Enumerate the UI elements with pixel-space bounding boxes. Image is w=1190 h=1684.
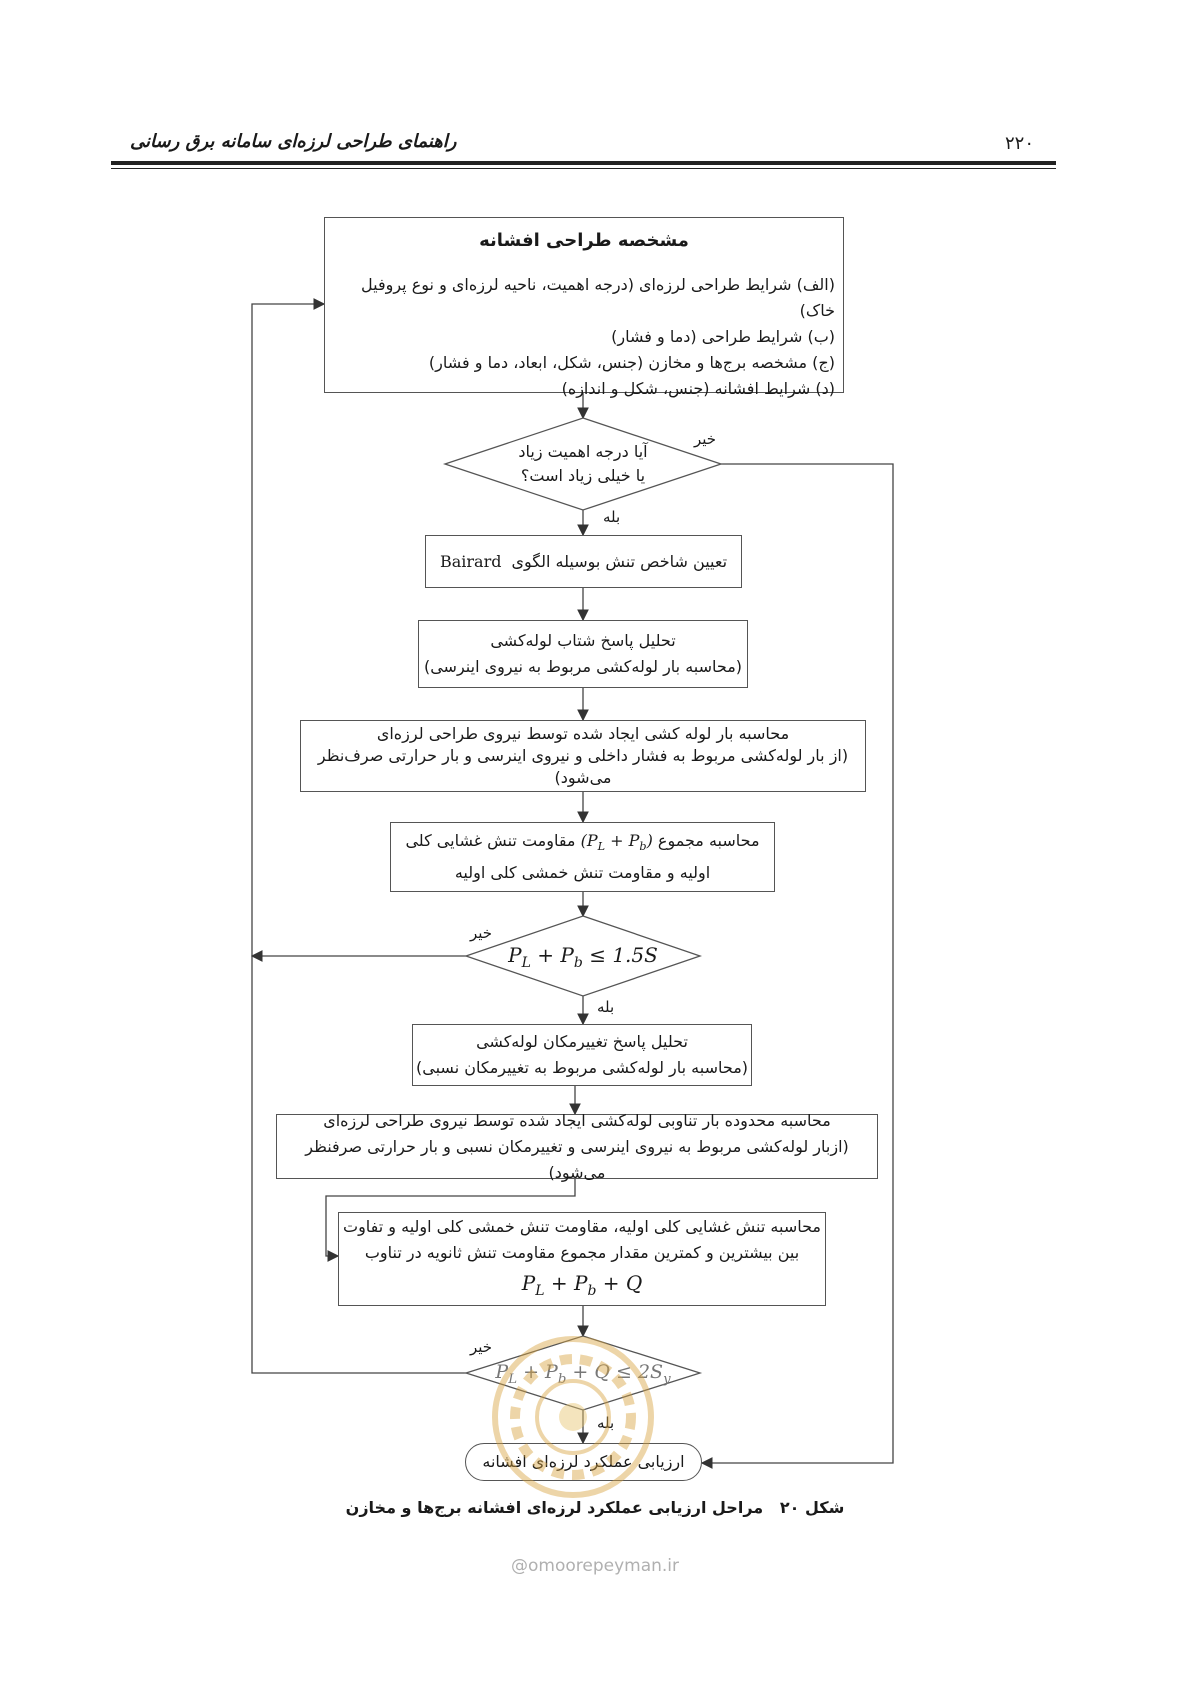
seismic-load-line2: (از بار لوله‌کشی مربوط به فشار داخلی و نیروی اینرسی و بار حرارتی صرف‌نظر bbox=[317, 746, 849, 765]
range-line2: (ازبار لوله‌کشی مربوط به نیروی اینرسی و تغییرمکان نسبی و بار حرارتی صرفنظر می‌شود) bbox=[305, 1136, 849, 1182]
arrow-decision1-no-to-terminal bbox=[702, 464, 893, 1463]
caption-text: مراحل ارزیابی عملکرد لرزه‌ای افشانه برج‌ها و مخازن bbox=[345, 1498, 764, 1517]
accel-line2: (محاسبه بار لوله‌کشی مربوط به نیروی اینرسی) bbox=[423, 657, 743, 676]
displacement-line2: (محاسبه بار لوله‌کشی مربوط به تغییرمکان نسبی) bbox=[416, 1058, 748, 1077]
decision2-no-label: خیر bbox=[470, 924, 493, 942]
spec-box bbox=[324, 217, 844, 398]
membrane-line1: محاسبه تنش غشایی کلی اولیه، مقاومت تنش خمشی کلی اولیه و تفاوت bbox=[343, 1217, 821, 1236]
sum-box bbox=[390, 822, 775, 892]
watermark-url-text: omoorepeyman.ir bbox=[527, 1556, 680, 1576]
decision1-yes-label: بله bbox=[603, 508, 621, 526]
seal-logo-icon bbox=[488, 1332, 658, 1502]
accel-box bbox=[418, 620, 748, 688]
bairard-latin: Bairard bbox=[439, 551, 502, 571]
range-box bbox=[276, 1110, 878, 1182]
sum-formula: $(P_L + P_b)$ bbox=[580, 830, 653, 854]
decision1-line2: یا خیلی زیاد است؟ bbox=[520, 466, 646, 485]
membrane-formula: $P_L + P_b + Q$ bbox=[521, 1271, 643, 1299]
spec-item-a: (الف) شرایط طراحی لرزه‌ای (درجه اهمیت، ناحیه لرزه‌ای و نوع پروفیل خاک) bbox=[361, 275, 835, 320]
watermark-url bbox=[0, 1556, 1190, 1576]
seismic-load-line3: می‌شود) bbox=[554, 768, 612, 787]
spec-item-d: (د) شرایط افشانه (جنس، شکل و اندازه) bbox=[561, 379, 835, 398]
decision1-text bbox=[483, 440, 683, 488]
spec-title: مشخصه طراحی افشانه bbox=[479, 230, 689, 251]
spec-item-c: (ج) مشخصه برج‌ها و مخازن (جنس، شکل، ابعاد، دما و فشار) bbox=[428, 353, 835, 372]
bairard-box bbox=[425, 535, 742, 588]
running-title: راهنمای طراحی لرزه‌ای سامانه برق رسانی bbox=[130, 131, 457, 152]
watermark-at-icon: @ bbox=[510, 1556, 528, 1576]
membrane-line2: بین بیشترین و کمترین مقدار مجموع مقاومت تنش ثانویه در تناوب bbox=[364, 1243, 800, 1262]
terminal-text: ارزیابی عملکرد لرزه‌ای افشانه bbox=[482, 1452, 685, 1471]
decision3-yes-label: بله bbox=[597, 1414, 615, 1432]
caption-label: شکل ۲۰ bbox=[779, 1498, 845, 1517]
displacement-line1: تحلیل پاسخ تغییرمکان لوله‌کشی bbox=[476, 1032, 688, 1051]
decision3-no-label: خیر bbox=[470, 1338, 493, 1356]
decision1-no-label: خیر bbox=[694, 430, 717, 448]
page-number: ۲۲۰ bbox=[1005, 133, 1035, 154]
decision3-formula: $P_L + P_b + Q \le 2S_y$ bbox=[495, 1361, 671, 1387]
sum-line1-before: محاسبه مجموع bbox=[657, 830, 760, 850]
decision2-formula: $P_L + P_b \le 1.5S$ bbox=[508, 943, 658, 971]
decision1-line1: آیا درجه اهمیت زیاد bbox=[518, 442, 648, 461]
decision2-yes-label: بله bbox=[597, 998, 615, 1016]
spec-item-b: (ب) شرایط طراحی (دما و فشار) bbox=[611, 327, 835, 346]
sum-line2: اولیه و مقاومت تنش خمشی کلی اولیه bbox=[454, 863, 711, 883]
seismic-load-line1: محاسبه بار لوله کشی ایجاد شده توسط نیروی طراحی لرزه‌ای bbox=[376, 724, 790, 743]
bairard-text: تعیین شاخص تنش بوسیله الگوی bbox=[511, 551, 728, 571]
range-line1: محاسبه محدوده بار تناوبی لوله‌کشی ایجاد شده توسط نیروی طراحی لرزه‌ای bbox=[323, 1110, 831, 1130]
displacement-box bbox=[412, 1024, 752, 1086]
sum-line1 bbox=[405, 828, 759, 860]
seismic-load-box bbox=[300, 720, 866, 792]
sum-line1-after: مقاومت تنش غشایی کلی bbox=[405, 830, 576, 850]
membrane-box bbox=[338, 1212, 826, 1306]
accel-line1: تحلیل پاسخ شتاب لوله‌کشی bbox=[490, 631, 676, 650]
figure-caption bbox=[0, 1498, 1190, 1517]
